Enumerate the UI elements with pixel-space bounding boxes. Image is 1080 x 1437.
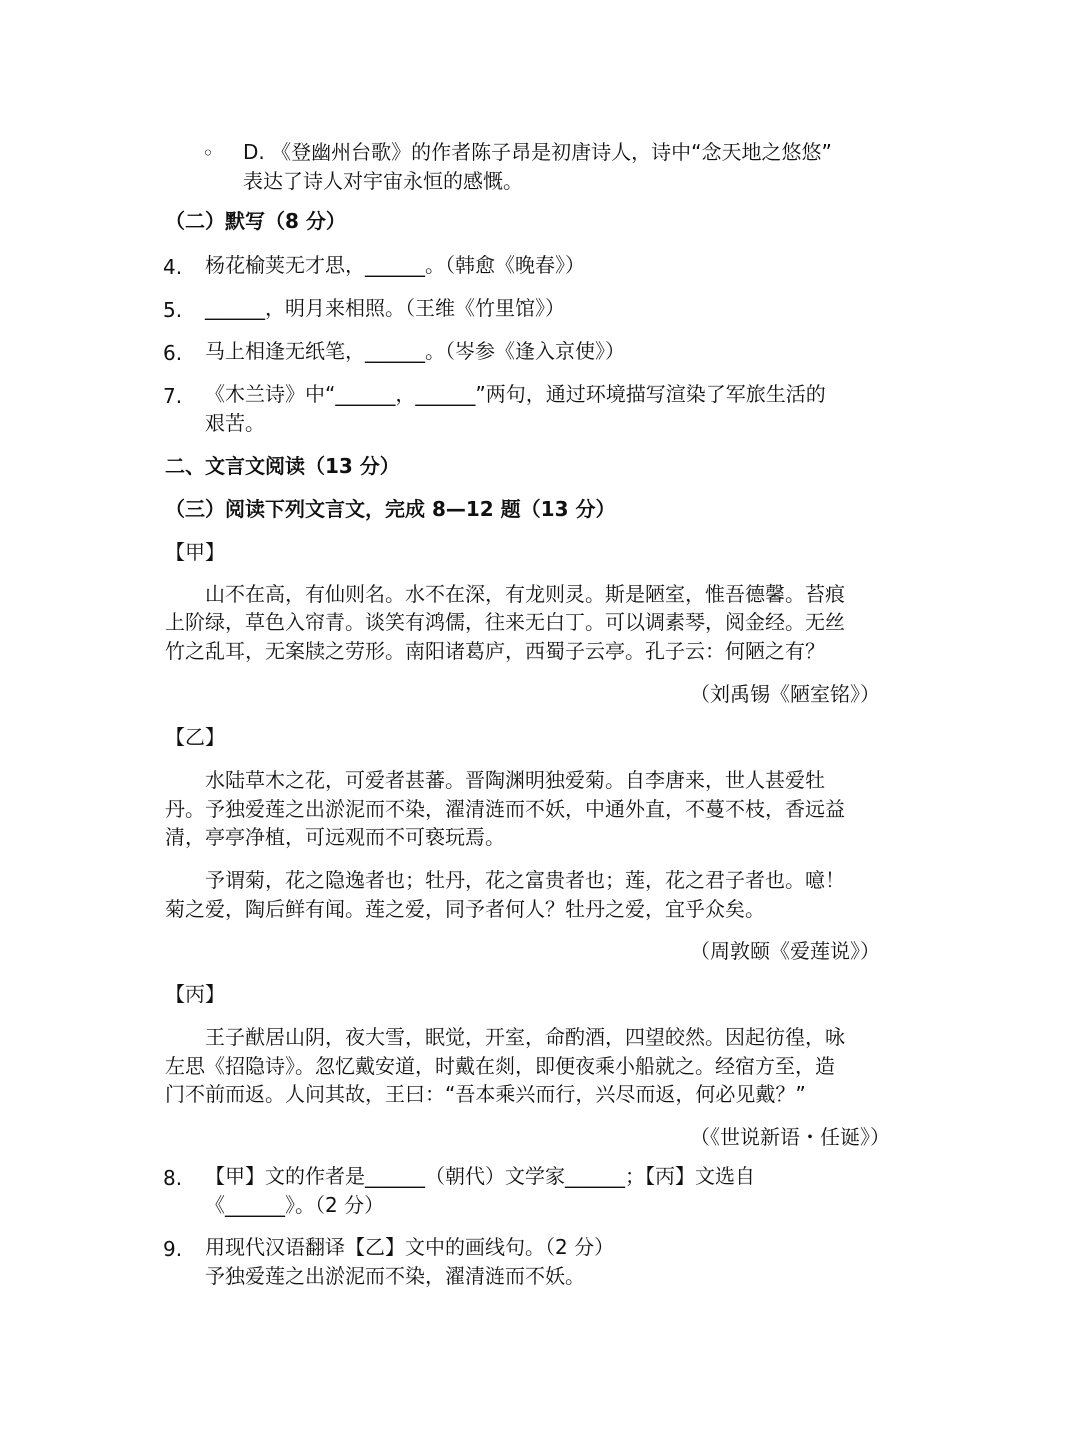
question-number: 4. <box>163 255 183 279</box>
passage-line: 门不前而返。人问其故，王曰：“吾本乘兴而行，兴尽而返，何必见戴？” <box>165 1082 806 1106</box>
passage-line: 清，亭亭净植，可远观而不可亵玩焉。 <box>165 825 505 849</box>
passage-line: 竹之乱耳，无案牍之劳形。南阳诸葛庐，西蜀子云亭。孔子云：何陋之有？ <box>165 639 825 663</box>
question-number: 5. <box>163 298 183 322</box>
passage-label-yi: 【乙】 <box>165 725 225 749</box>
passage-line: 上阶绿，草色入帘青。谈笑有鸿儒，往来无白丁。可以调素琴，阅金经。无丝 <box>165 610 845 634</box>
question-text: 马上相逢无纸笔，______。（岑参《逢入京使》） <box>205 339 625 363</box>
passage-source-bing: （《世说新语・任诞》） <box>690 1125 890 1149</box>
passage-line: 水陆草木之花，可爱者甚蕃。晋陶渊明独爱菊。自李唐来，世人甚爱牡 <box>205 768 825 792</box>
option-d-line2: 表达了诗人对宇宙永恒的感慨。 <box>243 169 523 193</box>
passage-line: 丹。予独爱莲之出淤泥而不染，濯清涟而不妖，中通外直，不蔓不枝，香远益 <box>165 797 845 821</box>
passage-label-bing: 【丙】 <box>165 982 225 1006</box>
question-number: 6. <box>163 341 183 365</box>
passage-line: 左思《招隐诗》。忽忆戴安道，时戴在剡，即便夜乘小船就之。经宿方至，造 <box>165 1054 835 1078</box>
question-text-line2: 《______》。（2 分） <box>205 1193 385 1217</box>
passage-source-yi: （周敦颐《爱莲说》） <box>690 939 880 963</box>
question-number: 7. <box>163 384 183 408</box>
passage-label-jia: 【甲】 <box>165 540 225 564</box>
question-text-line2: 艰苦。 <box>205 411 265 435</box>
option-d-line1: D. 《登幽州台歌》的作者陈子昂是初唐诗人，诗中“念天地之悠悠” <box>243 140 832 164</box>
passage-line: 王子猷居山阴，夜大雪，眠觉，开室，命酌酒，四望皎然。因起彷徨，咏 <box>205 1025 845 1049</box>
passage-line: 予谓菊，花之隐逸者也；牡丹，花之富贵者也；莲，花之君子者也。噫！ <box>205 868 845 892</box>
question-text-line1: 《木兰诗》中“______，______”两句，通过环境描写渲染了军旅生活的 <box>205 382 826 406</box>
question-text-line1: 用现代汉语翻译【乙】文中的画线句。（2 分） <box>205 1235 615 1259</box>
passage-line: 菊之爱，陶后鲜有闻。莲之爱，同予者何人？牡丹之爱，宜乎众矣。 <box>165 897 765 921</box>
question-number: 9. <box>163 1237 183 1261</box>
part-heading-classical-reading: 二、文言文阅读（13 分） <box>165 454 400 478</box>
section-heading-dictation: （二）默写（8 分） <box>165 209 346 233</box>
question-text: ______，明月来相照。（王维《竹里馆》） <box>205 296 565 320</box>
passage-source-jia: （刘禹锡《陋室铭》） <box>690 682 880 706</box>
question-text-line2: 予独爱莲之出淤泥而不染，濯清涟而不妖。 <box>205 1264 585 1288</box>
list-bullet: ◦ <box>202 141 214 165</box>
section-heading-reading: （三）阅读下列文言文，完成 8—12 题（13 分） <box>165 497 616 521</box>
passage-line: 山不在高，有仙则名。水不在深，有龙则灵。斯是陋室，惟吾德馨。苔痕 <box>205 582 845 606</box>
question-text: 杨花榆荚无才思，______。（韩愈《晚春》） <box>205 253 585 277</box>
question-text-line1: 【甲】文的作者是______（朝代）文学家______；【丙】文选自 <box>205 1164 755 1188</box>
question-number: 8. <box>163 1166 183 1190</box>
